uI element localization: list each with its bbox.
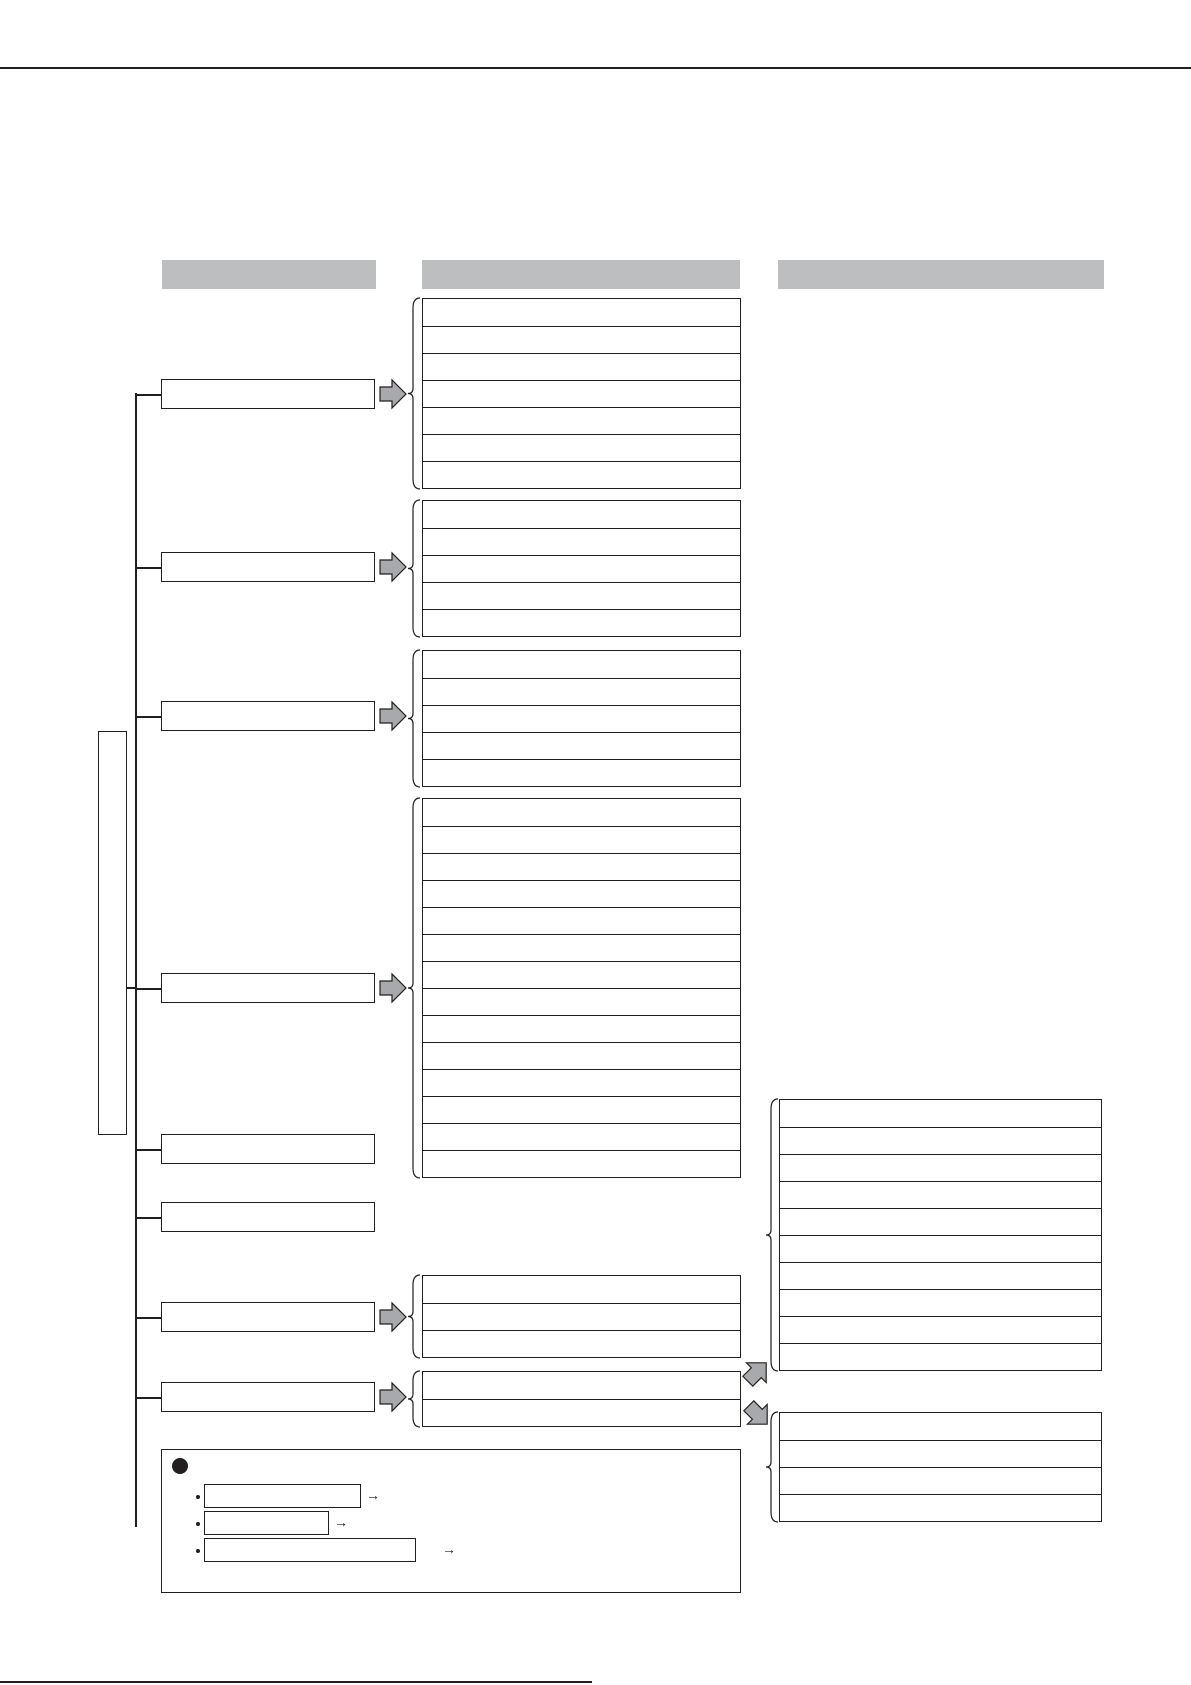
- black-circle-icon: [172, 1458, 188, 1474]
- brace-icon: [766, 1412, 778, 1522]
- note-bullet-3-box[interactable]: [204, 1538, 416, 1562]
- bullet-dot: [196, 1495, 200, 1499]
- brace-icon: [408, 1275, 420, 1358]
- brace-icon: [408, 798, 420, 1178]
- right-arrow-icon: [380, 1303, 406, 1331]
- right-arrow-icon: →: [366, 1487, 380, 1503]
- note-bullet-2-box[interactable]: [204, 1511, 329, 1535]
- brace-icon: [408, 1371, 420, 1427]
- right-arrow-icon: [380, 380, 406, 408]
- right-arrow-icon: [380, 702, 406, 730]
- right-arrow-icon: [380, 974, 406, 1002]
- note-box: [161, 1449, 741, 1593]
- bullet-dot: [196, 1522, 200, 1526]
- brace-icon: [408, 650, 420, 787]
- brace-icon: [408, 298, 420, 489]
- note-bullet-1-box[interactable]: [204, 1484, 361, 1508]
- right-arrow-icon: →: [442, 1541, 456, 1557]
- brace-icon: [408, 500, 420, 637]
- brace-icon: [766, 1099, 778, 1371]
- bullet-dot: [196, 1549, 200, 1553]
- right-arrow-icon: [380, 553, 406, 581]
- right-arrow-icon: →: [334, 1514, 348, 1530]
- right-arrow-icon: [380, 1383, 406, 1411]
- up-right-arrow-icon: [738, 1353, 776, 1391]
